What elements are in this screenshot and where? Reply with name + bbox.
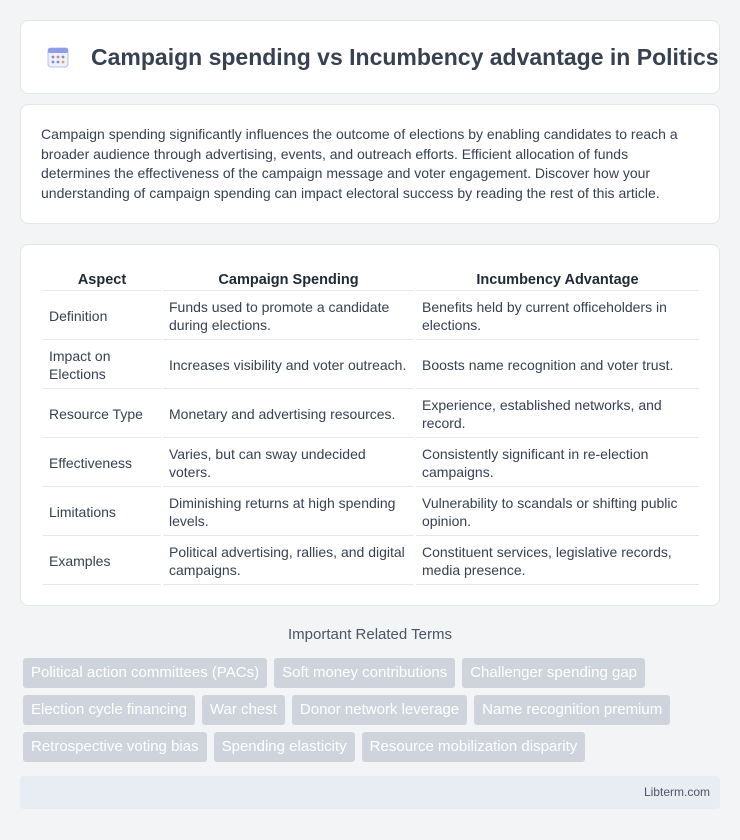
aspect-cell: Effectiveness (43, 440, 161, 487)
incumbency-advantage-cell: Consistently significant in re-election campaigns. (416, 440, 699, 487)
table-row (43, 440, 699, 487)
related-term-chip[interactable]: Political action committees (PACs) (23, 658, 267, 688)
comparison-table-card (20, 244, 720, 606)
incumbency-advantage-cell: Vulnerability to scandals or shifting public opinion. (416, 489, 699, 536)
intro-card (20, 104, 720, 224)
footer (20, 776, 720, 809)
related-term-chip[interactable]: Soft money contributions (274, 658, 455, 688)
incumbency-advantage-cell: Experience, established networks, and record. (416, 391, 699, 438)
table-row (43, 489, 699, 536)
related-term-chip[interactable]: Challenger spending gap (462, 658, 645, 688)
calendar-grid-icon (45, 44, 71, 70)
page-title: Campaign spending vs Incumbency advantage in Politics (91, 43, 719, 70)
intro-paragraph: Campaign spending significantly influences the outcome of elections by enabling candidates to reach a broader audience through advertising, events, and outreach efforts. Efficient allocation of funds determines the effectiveness of the campaign message and voter engagement. Discover how your understanding of campaign spending can impact electoral success by reading the rest of this article. (41, 126, 678, 201)
header-card (20, 20, 720, 94)
campaign-spending-cell: Monetary and advertising resources. (163, 391, 414, 438)
aspect-cell: Examples (43, 538, 161, 585)
related-term-chip[interactable]: Name recognition premium (474, 695, 670, 725)
related-term-chip[interactable]: Resource mobilization disparity (362, 732, 586, 762)
incumbency-advantage-cell: Benefits held by current officeholders in elections. (416, 293, 699, 340)
comparison-table (41, 265, 701, 587)
column-header-incumbency-advantage: Incumbency Advantage (416, 267, 699, 291)
related-term-chip[interactable]: Retrospective voting bias (23, 732, 207, 762)
related-term-chip[interactable]: Donor network leverage (292, 695, 467, 725)
footer-site-link[interactable]: Libterm.com (643, 785, 710, 799)
table-row (43, 342, 699, 389)
campaign-spending-cell: Diminishing returns at high spending levels. (163, 489, 414, 536)
incumbency-advantage-cell: Constituent services, legislative records, media presence. (416, 538, 699, 585)
campaign-spending-cell: Funds used to promote a candidate during elections. (163, 293, 414, 340)
related-term-chip[interactable]: Election cycle financing (23, 695, 195, 725)
aspect-cell: Resource Type (43, 391, 161, 438)
aspect-cell: Limitations (43, 489, 161, 536)
table-row (43, 293, 699, 340)
related-terms-heading: Important Related Terms (288, 626, 452, 643)
campaign-spending-cell: Political advertising, rallies, and digital campaigns. (163, 538, 414, 585)
related-term-chip[interactable]: Spending elasticity (214, 732, 355, 762)
related-term-chip[interactable]: War chest (202, 695, 285, 725)
incumbency-advantage-cell: Boosts name recognition and voter trust. (416, 342, 699, 389)
campaign-spending-cell: Varies, but can sway undecided voters. (163, 440, 414, 487)
column-header-aspect: Aspect (43, 267, 161, 291)
column-header-campaign-spending: Campaign Spending (163, 267, 414, 291)
campaign-spending-cell: Increases visibility and voter outreach. (163, 342, 414, 389)
aspect-cell: Definition (43, 293, 161, 340)
aspect-cell: Impact on Elections (43, 342, 161, 389)
table-row (43, 538, 699, 585)
table-header-row (43, 267, 699, 291)
table-row (43, 391, 699, 438)
related-terms-list (23, 658, 723, 762)
